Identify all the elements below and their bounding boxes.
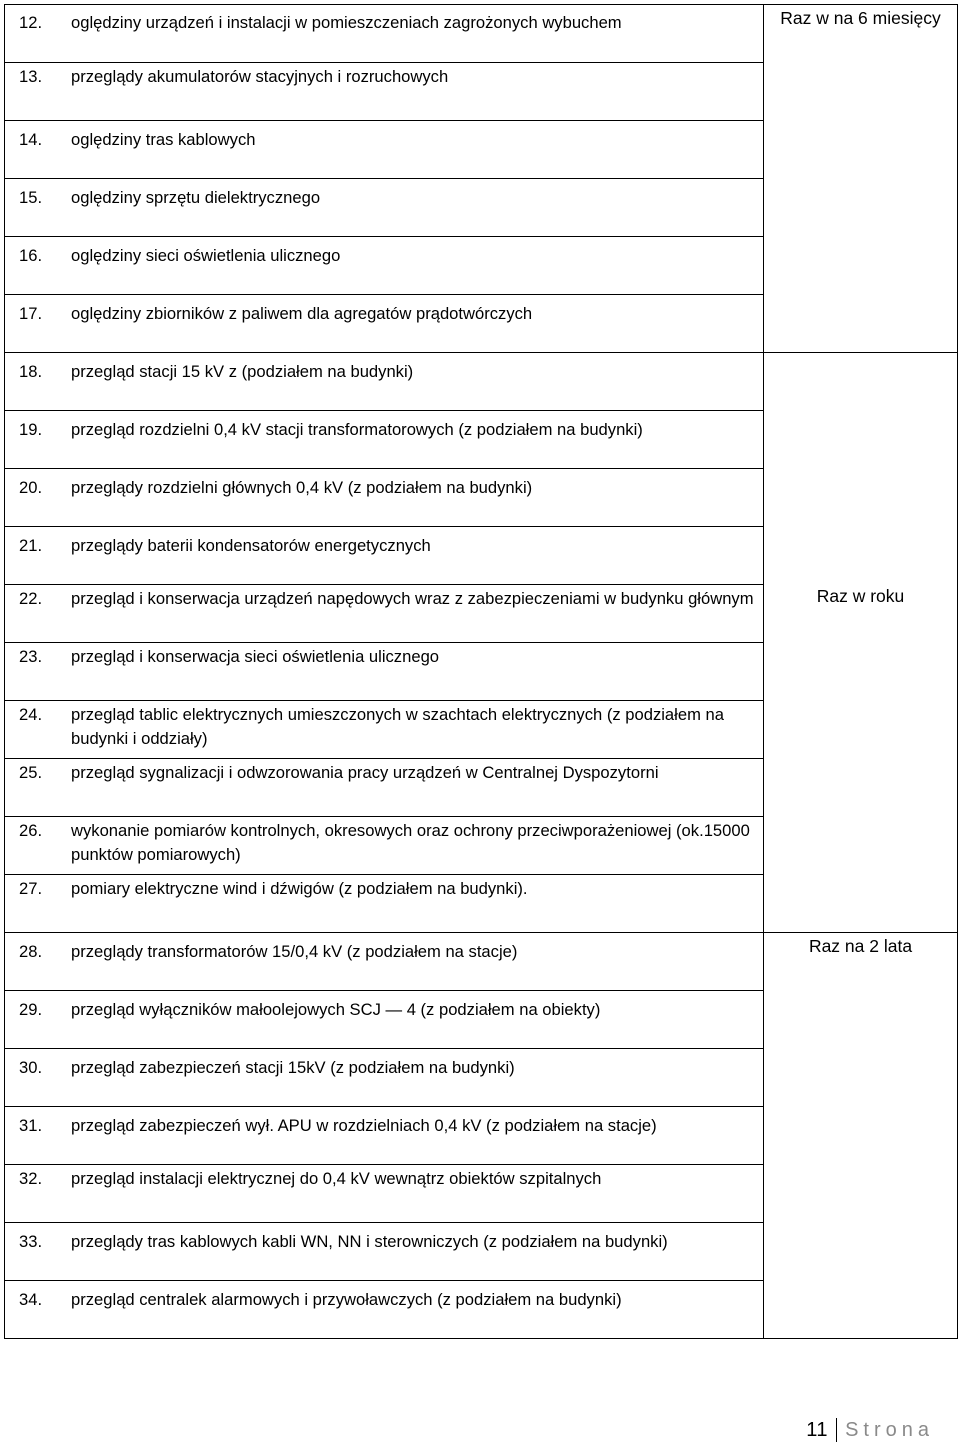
task-cell xyxy=(5,1049,764,1107)
task-cell xyxy=(5,527,764,585)
task-cell xyxy=(5,585,764,643)
task-number: 32. xyxy=(19,1169,43,1188)
task-description: oględziny sprzętu dielektrycznego xyxy=(71,188,321,207)
page-footer xyxy=(806,1418,934,1442)
task-description: przeglądy tras kablowych kabli WN, NN i sterowniczych (z podziałem na budynki) xyxy=(71,1232,668,1251)
task-description: przeglądy rozdzielni głównych 0,4 kV (z podziałem na budynki) xyxy=(71,478,533,497)
task-number: 19. xyxy=(19,420,43,439)
task-cell xyxy=(5,643,764,701)
table-row xyxy=(5,353,958,411)
table-row xyxy=(5,5,958,63)
task-description: przeglądy transformatorów 15/0,4 kV (z podziałem na stacje) xyxy=(71,942,518,961)
task-description: przegląd sygnalizacji i odwzorowania pracy urządzeń w Centralnej Dyspozytorni xyxy=(71,763,659,782)
task-description: pomiary elektryczne wind i dźwigów (z podziałem na budynki). xyxy=(71,879,528,898)
task-description: przegląd wyłączników małoolejowych SCJ — 4 (z podziałem na obiekty) xyxy=(71,1000,601,1019)
task-number: 26. xyxy=(19,821,43,840)
task-description: przegląd i konserwacja sieci oświetlenia ulicznego xyxy=(71,647,440,666)
task-number: 29. xyxy=(19,1000,43,1019)
task-cell xyxy=(5,1165,764,1223)
task-number: 12. xyxy=(19,13,43,32)
task-number: 20. xyxy=(19,478,43,497)
task-number: 18. xyxy=(19,362,43,381)
task-cell xyxy=(5,353,764,411)
task-number: 17. xyxy=(19,304,43,323)
task-number: 25. xyxy=(19,763,43,782)
task-description: oględziny tras kablowych xyxy=(71,130,256,149)
task-number: 27. xyxy=(19,879,43,898)
task-description: przegląd tablic elektrycznych umieszczonych w szachtach elektrycznych (z podziałem na budynki i oddziały) xyxy=(71,705,724,748)
table-row xyxy=(5,933,958,991)
maintenance-schedule-table xyxy=(4,4,958,1339)
task-description: przegląd rozdzielni 0,4 kV stacji transformatorowych (z podziałem na budynki) xyxy=(71,420,643,439)
task-cell xyxy=(5,5,764,63)
task-cell xyxy=(5,63,764,121)
task-description: przegląd centralek alarmowych i przywoławczych (z podziałem na budynki) xyxy=(71,1290,622,1309)
frequency-cell-yearly xyxy=(764,353,958,933)
task-number: 13. xyxy=(19,67,43,86)
task-number: 16. xyxy=(19,246,43,265)
task-number: 33. xyxy=(19,1232,43,1251)
task-number: 15. xyxy=(19,188,43,207)
task-cell xyxy=(5,237,764,295)
task-description: oględziny sieci oświetlenia ulicznego xyxy=(71,246,341,265)
task-cell xyxy=(5,991,764,1049)
task-number: 14. xyxy=(19,130,43,149)
task-description: oględziny zbiorników z paliwem dla agregatów prądotwórczych xyxy=(71,304,533,323)
task-number: 22. xyxy=(19,589,43,608)
task-description: przegląd i konserwacja urządzeń napędowych wraz z zabezpieczeniami w budynku głównym xyxy=(71,589,754,608)
task-cell xyxy=(5,933,764,991)
page-number: 11 xyxy=(806,1418,829,1441)
frequency-cell-2-years xyxy=(764,933,958,1339)
task-number: 28. xyxy=(19,942,43,961)
task-number: 34. xyxy=(19,1290,43,1309)
task-number: 30. xyxy=(19,1058,43,1077)
task-description: przegląd zabezpieczeń stacji 15kV (z podziałem na budynki) xyxy=(71,1058,515,1077)
footer-separator xyxy=(836,1418,837,1442)
task-description: wykonanie pomiarów kontrolnych, okresowych oraz ochrony przeciwporażeniowej (ok.15000 punktów pomiarowych) xyxy=(71,821,750,864)
page-word: Strona xyxy=(845,1418,934,1441)
task-description: przeglądy baterii kondensatorów energetycznych xyxy=(71,536,431,555)
task-number: 24. xyxy=(19,705,43,724)
task-cell xyxy=(5,411,764,469)
task-cell xyxy=(5,875,764,933)
frequency-cell-6-months xyxy=(764,5,958,353)
task-cell xyxy=(5,469,764,527)
task-description: przegląd stacji 15 kV z (podziałem na budynki) xyxy=(71,362,414,381)
task-cell xyxy=(5,179,764,237)
task-number: 23. xyxy=(19,647,43,666)
task-cell xyxy=(5,121,764,179)
task-cell xyxy=(5,817,764,875)
task-cell xyxy=(5,1223,764,1281)
task-number: 21. xyxy=(19,536,43,555)
task-number: 31. xyxy=(19,1116,43,1135)
task-description: oględziny urządzeń i instalacji w pomieszczeniach zagrożonych wybuchem xyxy=(71,13,622,32)
frequency-label: Raz w roku xyxy=(816,586,905,606)
task-cell xyxy=(5,701,764,759)
task-cell xyxy=(5,759,764,817)
task-description: przegląd instalacji elektrycznej do 0,4 kV wewnątrz obiektów szpitalnych xyxy=(71,1169,602,1188)
task-cell xyxy=(5,295,764,353)
task-cell xyxy=(5,1281,764,1339)
task-cell xyxy=(5,1107,764,1165)
task-description: przeglądy akumulatorów stacyjnych i rozruchowych xyxy=(71,67,449,86)
frequency-label: Raz na 2 lata xyxy=(808,936,913,956)
frequency-label: Raz w na 6 miesięcy xyxy=(780,8,941,28)
task-description: przegląd zabezpieczeń wył. APU w rozdzielniach 0,4 kV (z podziałem na stacje) xyxy=(71,1116,657,1135)
